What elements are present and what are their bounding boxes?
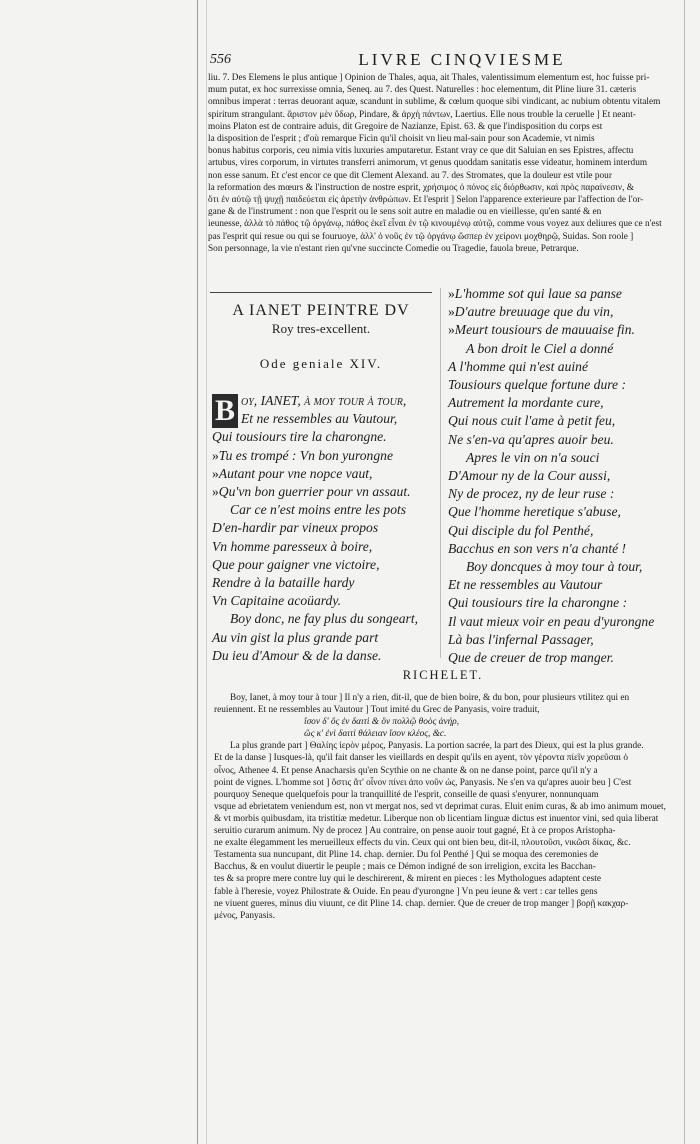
note-line: liu. 7. Des Elemens le plus antique ] Opinion de Thales, aqua, ait Thales, valentissimum elementum est, hoc fuisse pri-	[208, 73, 650, 83]
commentary-line: Et de la danse ] Iusques-là, qu'il fait danser les vieillards en despit qu'ils en ayent, τὸν γέροντα πίεῖν χορεῦσαι ὁ	[214, 753, 628, 764]
commentary-line: point de vignes. L'homme sot ] ὅστις ἄτ' οἶνον πίνει ἀπο νοῦν ὡς, Panyasis. Ne s'en va qu'apres auoir beu ] C'est	[214, 777, 632, 788]
verse-line: D'en-hardir par vineux propos	[212, 520, 379, 536]
verse-line: » Meurt tousiours de mauuaise fin.	[448, 321, 678, 339]
note-line: mum putat, ex hoc surrexisse omnia, Seneq. au 7. des Quest. Naturelles : hoc elementum, dit Pline liure 31. cæteris	[208, 85, 637, 96]
note-line: pas l'esprit qui resue ou qui se fouruoye, ἀλλ' ὁ νοῦς ἐν τῷ ὀργάνῳ ὥσπερ ἐν χείρονι μοχθηρῷ, Suidas. Son roole ]	[208, 231, 634, 242]
verse-line: Apres le vin on n'a souci	[466, 449, 600, 465]
commentary-line: vsque ad ebrietatem veniendum est, non vt mergat nos, sed vt deprimat curas. Eluit enim curas, & ab imo animum mouet,	[214, 801, 666, 812]
verse-line: Du ieu d'Amour & de la danse.	[212, 647, 382, 663]
verse-line: » D'autre breuuage que du vin,	[448, 303, 678, 321]
note-line: la disposition de l'esprit ; d'où remarque Ficin qu'il choisit vn lieu mal-sain pour son Academie, vt nimis	[208, 134, 595, 145]
verse-line: Ny de procez, ny de leur ruse :	[448, 486, 615, 502]
note-line: la reformation des mœurs & l'instruction de nostre esprit, χρήσιμος ὁ πόνος εἰς διόρθωσιν, καὶ πρὸς παραίνεσιν, &	[208, 182, 634, 193]
commentary-line: tes & sa propre mere contre luy qui le deschirerent, & mirent en pieces : les Mythologues adaptent ceste	[214, 874, 601, 885]
verse-line: Et ne ressembles au Vautour,	[241, 411, 398, 427]
commentary-body	[214, 692, 672, 922]
commentary-line: reuiennent. Et ne ressembles au Vautour ] Tout imité du Grec de Panyasis, voire traduit,	[214, 705, 540, 716]
verse-line: Là bas l'infernal Passager,	[448, 631, 594, 647]
verse-line: Bacchus en son vers n'a chanté !	[448, 540, 627, 556]
commentary-title: RICHELET.	[402, 668, 484, 682]
commentary-line: Testamenta sua nuncupant, dit Pline 14. chap. dernier. Du fol Penthé ] Qui se moqua des ceremonies de	[214, 850, 599, 861]
verse-line: Boy doncques à moy tour à tour,	[466, 559, 643, 575]
note-line: ieunesse, ἀλλὰ τὸ πάθος τῷ ὀργάνῳ, πάθος ἐκεῖ εἶναι ἐν τῷ κινουμένῳ αὐτῷ, comme vous voyez aux deliures que ce n'est	[208, 219, 662, 230]
top-notes	[208, 72, 674, 255]
verse-line: Au vin gist la plus grande part	[212, 629, 379, 645]
note-line: moins Platon est de contraire aduis, dit Gregoire de Nazianze, Epist. 63. & que l'indisposition du corps est	[208, 121, 603, 132]
dropcap-initial: B	[212, 394, 238, 428]
commentary-line: fable à l'heresie, voyez Philostrate & Ouide. En peau d'yurongne ] Vn peu ieune & vert : car telles gens	[214, 886, 598, 897]
note-line: bonus habitus corporis, ceu nimia vitis luxuries amputaretur. Estant vray ce que dit Saluian en ses Epistres, affectu	[208, 146, 634, 157]
verse-line: Que pour gaigner vne victoire,	[212, 556, 380, 572]
verse-line: » Tu es trompé : Vn bon yurongne	[212, 447, 438, 465]
verse-line: Car ce n'est moins entre les pots	[230, 502, 407, 518]
verse-line: Vn homme paresseux à boire,	[212, 538, 373, 554]
verse-line: » Qu'vn bon guerrier pour vn assaut.	[212, 483, 438, 501]
verse-line: Que de creuer de trop manger.	[448, 650, 614, 666]
verse-line: A bon droit le Ciel a donné	[466, 340, 614, 356]
verse-line: Ne s'en-va qu'apres auoir beu.	[448, 431, 614, 447]
commentary-line: Boy, Ianet, à moy tour à tour ] Il n'y a rien, dit-il, que de bien boire, & du bon, pour plusieurs vtilitez qui en	[230, 693, 630, 703]
verse-line: Qui tousiours tire la charongne :	[448, 595, 628, 611]
verse-line: Boy donc, ne fay plus du songeart,	[230, 611, 419, 627]
commentary-line: seruitio curarum animum. Ny de procez ] Au contraire, on pense auoir tout gagné, Et à ce propos Aristopha-	[214, 826, 616, 837]
verse-line: D'Amour ny de la Cour aussi,	[448, 468, 611, 484]
commentary-line: ne exalte élegamment les merueilleux effects du vin. Ceux qui ont bien beu, dit-il, πλουτοῦσι, νικῶσι δίκας, &c.	[214, 838, 631, 849]
column-divider	[440, 288, 441, 658]
verse-line: Et ne ressembles au Vautour	[448, 577, 603, 593]
verse-line: Il vaut mieux voir en peau d'yurongne	[448, 613, 655, 629]
commentary-line: La plus grande part ] Θαλίης ἱερὸν μέρος, Panyasis. La portion sacrée, la part des Dieux, qui est la plus grande.	[230, 741, 644, 752]
commentary-line: ἴσον δ' ὅς ἐν δαιτὶ & ὃν πολλῷ θοὸς ἀνήρ,	[304, 717, 460, 728]
page-border-right	[684, 0, 685, 1144]
poem-title-main: A IANET PEINTRE DV	[232, 302, 410, 319]
note-line: non esse sanum. Et c'est encor ce que dit Clement Alexand. au 7. des Stromates, que la douleur est vtile pour	[208, 170, 612, 181]
verse-line: Qui disciple du fol Penthé,	[448, 522, 594, 538]
poem-right-column	[448, 285, 678, 667]
running-title: LIVRE CINQVIESME	[358, 50, 566, 69]
verse-line: Qui tousiours tire la charongne.	[212, 429, 387, 445]
commentary-line: οἶνος, Athenee 4. Et pense Anacharsis qu'en Scythie on ne chante & on ne danse point, parce qu'il n'y a	[214, 765, 598, 776]
commentary-line: μένος, Panyasis.	[214, 910, 275, 921]
commentary-line: pourquoy Seneque quelquefois pour la tranquillité de l'esprit, conseille de quasi s'enyurer, nonnunquam	[214, 789, 599, 800]
note-line: ὅτι ἐν αὐτῷ τῇ ψυχῇ παιδεύεται εἰς ἀρετὴν ἀνθρώπων. Et l'esprit ] Selon l'apparence exterieure par l'affection de l'or-	[208, 195, 644, 206]
note-line: artubus, vires corporum, in virtutes transferri animorum, vt genus quoddam sanitatis esse videatur, hominem interdum	[208, 158, 648, 169]
verse-line: Rendre à la bataille hardy	[212, 575, 355, 591]
note-line: gane & de l'instrument : non que l'esprit ou le sens soit autre en maladie ou en vieillesse, qu'en santé & en	[208, 207, 602, 218]
commentary-line: & vt morbis quibusdam, ita tristitiæ medetur. Liberque non ob licentiam linguæ dictus est inuentor vini, sed quia liberat	[214, 813, 659, 824]
poem-title	[210, 302, 432, 338]
title-rule	[210, 292, 432, 293]
poem-subtitle: Roy tres-excellent.	[271, 321, 371, 336]
verse-line: Autrement la mordante cure,	[448, 395, 604, 411]
ode-label: Ode geniale XIV.	[259, 356, 383, 371]
note-line: Son personnage, la vie n'estant rien qu'vne succincte Comedie ou Tragedie, fauola breue, Petrarque.	[208, 243, 579, 254]
note-line: spiritum strangulant. ἄριστον μὲν ὕδωρ, Pindare, & ἀρχὴ πάντων, Laertius. Elle nous trouble la ceruelle ] Et neant-	[208, 109, 636, 120]
verse-line: oy, IANET, à moy tour à tour,	[241, 393, 407, 408]
verse-line: Que l'homme heretique s'abuse,	[448, 504, 621, 520]
verse-line: » L'homme sot qui laue sa panse	[448, 285, 678, 303]
verse-line: Vn Capitaine acoüardy.	[212, 593, 342, 609]
commentary-line: ὥς κ' ἐνὶ δαιτὶ θάλειαν ἴσον κλέος, &c.	[304, 729, 447, 740]
verse-line: Tousiours quelque fortune dure :	[448, 377, 626, 393]
page-number: 556	[210, 52, 231, 67]
verse-line: Qui nous cuit l'ame à petit feu,	[448, 413, 616, 429]
page-border-inner	[206, 0, 207, 1144]
verse-line: » Autant pour vne nopce vaut,	[212, 465, 438, 483]
poem-left-column	[212, 392, 438, 665]
note-line: omnibus imperat : terras deuorant aquæ, scandunt in sublime, & cœlum quoque sibi vindicant, ac nubium obtentu vitalem	[208, 97, 661, 108]
commentary-line: Bacchus, & en voulut diuertir le peuple ; mais ce Démon indigné de son irreligion, excita les Bacchan-	[214, 862, 596, 873]
commentary-line: ne viuent gueres, minus diu viuunt, ce dit Pline 14. chap. dernier. Que de creuer de trop manger ] βορῇ κακχαρ-	[214, 898, 629, 909]
verse-line: A l'homme qui n'est auiné	[448, 358, 588, 374]
